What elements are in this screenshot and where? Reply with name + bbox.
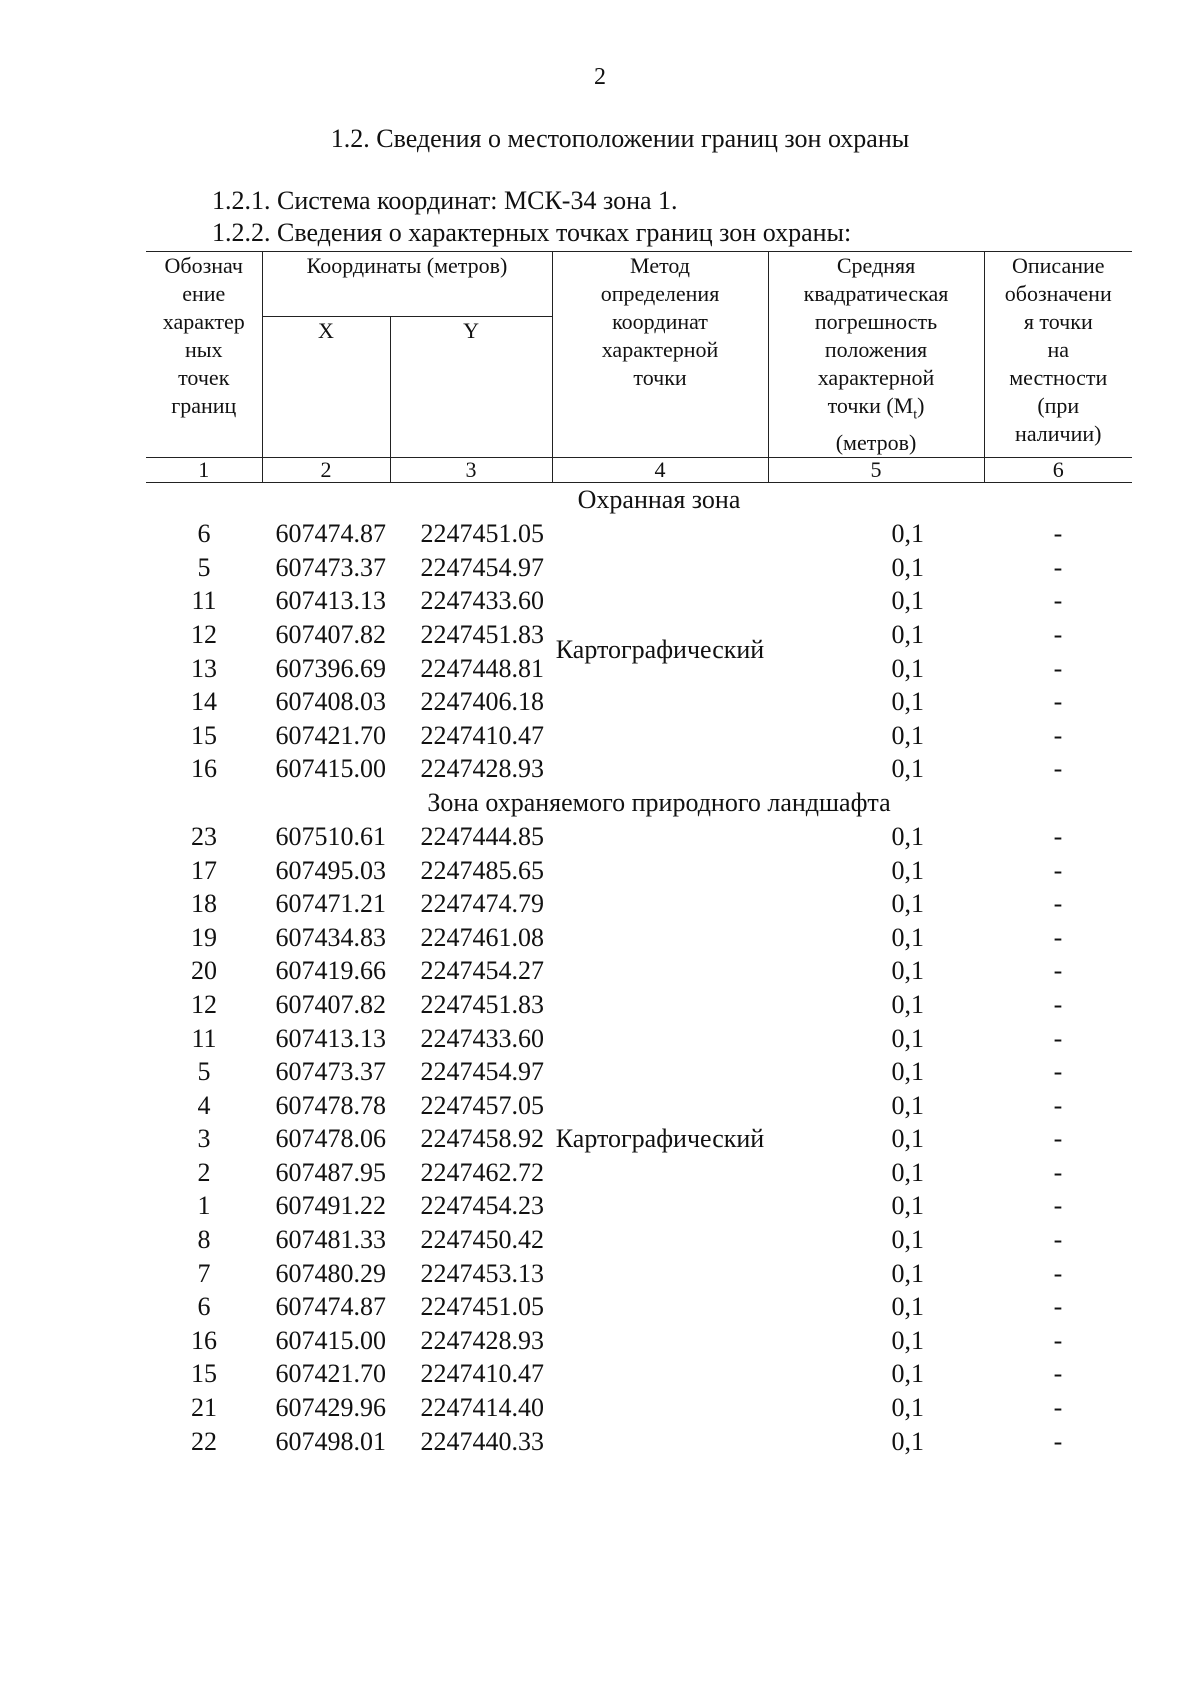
header-description-lines	[985, 252, 1133, 448]
table-row	[146, 517, 1132, 551]
method-cell	[552, 1257, 768, 1291]
table-row	[146, 585, 1132, 619]
method-cell	[552, 1156, 768, 1190]
coord-x: 607407.82	[275, 989, 386, 1019]
header-point-line: ение	[182, 281, 226, 306]
coord-y: 2247406.18	[420, 687, 545, 717]
section-title-row	[146, 483, 1132, 518]
coord-y: 2247440.33	[420, 1426, 545, 1456]
header-coordinates: Координаты (метров)	[262, 252, 552, 317]
coord-x: 607434.83	[275, 922, 386, 952]
coord-y: 2247451.83	[420, 619, 545, 649]
point-description: -	[1053, 1426, 1063, 1456]
point-number: 12	[191, 989, 217, 1019]
coord-x: 607415.00	[275, 754, 386, 784]
header-error-line: t	[913, 407, 918, 423]
method-cell	[552, 517, 768, 551]
point-description: -	[1053, 1325, 1063, 1355]
header-point-line: ных	[184, 337, 223, 362]
table-row	[146, 753, 1132, 787]
point-description: -	[1053, 1191, 1063, 1221]
point-description: -	[1053, 1124, 1063, 1154]
coord-x: 607474.87	[275, 519, 386, 549]
header-description-line: на	[1047, 337, 1070, 362]
method-cell	[552, 719, 768, 753]
mean-error: 0,1	[891, 1023, 925, 1053]
point-description: -	[1053, 552, 1063, 582]
coord-y: 2247448.81	[420, 653, 545, 683]
table-row	[146, 1223, 1132, 1257]
coord-y: 2247410.47	[420, 720, 545, 750]
mean-error: 0,1	[891, 1258, 925, 1288]
table-row	[146, 820, 1132, 854]
method-cell: Картографический	[555, 1124, 765, 1154]
mean-error: 0,1	[891, 922, 925, 952]
table-header	[146, 252, 1132, 483]
mean-error: 0,1	[891, 720, 925, 750]
point-description: -	[1053, 889, 1063, 919]
header-method-lines	[553, 252, 768, 392]
column-number-row	[146, 458, 1132, 483]
point-description: -	[1053, 1157, 1063, 1187]
mean-error: 0,1	[891, 552, 925, 582]
table-body	[146, 483, 1132, 1459]
coord-y: 2247454.23	[420, 1191, 545, 1221]
point-number: 14	[191, 687, 217, 717]
coord-y: 2247485.65	[420, 855, 545, 885]
header-point-line: характер	[162, 309, 245, 334]
header-mean-error	[768, 252, 984, 458]
point-description: -	[1053, 1292, 1063, 1322]
point-number: 23	[191, 821, 217, 851]
mean-error: 0,1	[891, 619, 925, 649]
method-cell	[552, 988, 768, 1022]
point-description: -	[1053, 687, 1063, 717]
point-number: 18	[191, 889, 217, 919]
table-row	[146, 887, 1132, 921]
coord-y: 2247433.60	[420, 586, 545, 616]
zone-title: Охранная зона	[577, 485, 741, 515]
method-cell	[552, 1425, 768, 1459]
point-number: 16	[191, 1325, 217, 1355]
column-number: 3	[390, 458, 552, 483]
coord-x: 607478.78	[275, 1090, 386, 1120]
point-description: -	[1053, 619, 1063, 649]
coord-y: 2247457.05	[420, 1090, 545, 1120]
table-row	[146, 921, 1132, 955]
section-title: 1.2. Сведения о местоположении границ зон охраны	[330, 124, 910, 153]
point-description: -	[1053, 754, 1063, 784]
table-row	[146, 551, 1132, 585]
method-cell	[552, 921, 768, 955]
point-number: 1	[197, 1191, 211, 1221]
coord-y: 2247462.72	[420, 1157, 545, 1187]
method-cell	[552, 1022, 768, 1056]
coord-y: 2247461.08	[420, 922, 545, 952]
table-row	[146, 1089, 1132, 1123]
header-error-line: (метров)	[835, 430, 917, 456]
method-cell	[552, 1089, 768, 1123]
mean-error: 0,1	[891, 1292, 925, 1322]
table-row	[146, 618, 1132, 652]
mean-error: 0,1	[891, 1057, 925, 1087]
point-description: -	[1053, 720, 1063, 750]
coord-x: 607413.13	[275, 1023, 386, 1053]
coord-y: 2247454.97	[420, 1057, 545, 1087]
header-description-line: местности	[1009, 365, 1108, 390]
coord-y: 2247451.05	[420, 519, 545, 549]
header-description-line: я точки	[1023, 309, 1093, 334]
table-row	[146, 854, 1132, 888]
coord-y: 2247450.42	[420, 1225, 545, 1255]
method-cell	[552, 1223, 768, 1257]
header-method	[552, 252, 768, 458]
method-cell	[552, 854, 768, 888]
point-number: 11	[191, 586, 217, 616]
table-row	[146, 1391, 1132, 1425]
point-description: -	[1053, 653, 1063, 683]
mean-error: 0,1	[891, 889, 925, 919]
coord-y: 2247428.93	[420, 754, 545, 784]
mean-error: 0,1	[891, 989, 925, 1019]
point-number: 6	[197, 1292, 211, 1322]
header-point-line: Обознач	[164, 253, 243, 278]
point-description: -	[1053, 922, 1063, 952]
mean-error: 0,1	[891, 586, 925, 616]
table-row	[146, 1290, 1132, 1324]
header-description-line: (при	[1037, 393, 1080, 418]
header-description-line: наличии)	[1015, 421, 1102, 446]
table-row	[146, 1257, 1132, 1291]
table-row	[146, 719, 1132, 753]
point-description: -	[1053, 1225, 1063, 1255]
coord-y: 2247453.13	[420, 1258, 545, 1288]
point-number: 15	[191, 720, 217, 750]
coord-x: 607480.29	[275, 1258, 386, 1288]
point-number: 17	[191, 855, 217, 885]
method-cell	[552, 1290, 768, 1324]
point-number: 7	[197, 1258, 211, 1288]
table-row	[146, 1122, 1132, 1156]
point-description: -	[1053, 821, 1063, 851]
header-method-line: характерной	[601, 337, 719, 362]
header-error-lines	[769, 252, 984, 457]
point-description: -	[1053, 1359, 1063, 1389]
mean-error: 0,1	[891, 1191, 925, 1221]
method-cell	[552, 1324, 768, 1358]
coord-y: 2247444.85	[420, 821, 545, 851]
point-description: -	[1053, 1258, 1063, 1288]
page-number: 2	[594, 64, 606, 90]
header-point-designation	[146, 252, 262, 458]
mean-error: 0,1	[891, 1426, 925, 1456]
mean-error: 0,1	[891, 1359, 925, 1389]
method-cell	[552, 1391, 768, 1425]
header-description-line: обозначени	[1004, 281, 1112, 306]
header-point-lines	[146, 252, 262, 420]
point-number: 15	[191, 1359, 217, 1389]
header-point-line: точек	[178, 365, 230, 390]
point-description: -	[1053, 855, 1063, 885]
point-description: -	[1053, 586, 1063, 616]
coord-x: 607474.87	[275, 1292, 386, 1322]
point-description: -	[1053, 1057, 1063, 1087]
coord-x: 607413.13	[275, 586, 386, 616]
points-heading-line: 1.2.2. Сведения о характерных точках границ зон охраны:	[212, 218, 852, 247]
coord-x: 607481.33	[275, 1225, 386, 1255]
point-description: -	[1053, 1393, 1063, 1423]
column-number: 4	[552, 458, 768, 483]
mean-error: 0,1	[891, 1090, 925, 1120]
coord-x: 607415.00	[275, 1325, 386, 1355]
point-description: -	[1053, 956, 1063, 986]
coord-x: 607495.03	[275, 855, 386, 885]
coordinate-system-line: 1.2.1. Система координат: МСК-34 зона 1.	[212, 186, 678, 215]
header-error-line: Средняя	[836, 253, 916, 278]
column-number: 2	[262, 458, 390, 483]
coord-x: 607487.95	[275, 1157, 386, 1187]
coord-y: 2247451.83	[420, 989, 545, 1019]
point-number: 6	[197, 519, 211, 549]
mean-error: 0,1	[891, 1393, 925, 1423]
coord-y: 2247414.40	[420, 1393, 545, 1423]
table-row	[146, 1190, 1132, 1224]
coord-y: 2247458.92	[420, 1124, 545, 1154]
point-number: 3	[197, 1124, 211, 1154]
table-row	[146, 1425, 1132, 1459]
coord-y: 2247451.05	[420, 1292, 545, 1322]
point-number: 16	[191, 754, 217, 784]
header-method-line: Метод	[630, 253, 690, 278]
column-number: 6	[984, 458, 1132, 483]
header-y: Y	[390, 317, 552, 458]
section-title-row	[146, 786, 1132, 820]
method-cell	[552, 955, 768, 989]
point-description: -	[1053, 1023, 1063, 1053]
point-number: 11	[191, 1023, 217, 1053]
header-method-line: определения	[600, 281, 720, 306]
point-description: -	[1053, 1090, 1063, 1120]
coord-x: 607421.70	[275, 720, 386, 750]
point-number: 5	[197, 1057, 211, 1087]
mean-error: 0,1	[891, 1225, 925, 1255]
table-row	[146, 1022, 1132, 1056]
table-row	[146, 1324, 1132, 1358]
table-row	[146, 1156, 1132, 1190]
method-cell: Картографический	[555, 634, 765, 664]
mean-error: 0,1	[891, 821, 925, 851]
header-point-line: границ	[171, 393, 237, 418]
method-cell	[552, 1055, 768, 1089]
header-error-line: погрешность	[814, 309, 938, 334]
header-error-line: )	[917, 393, 925, 418]
coord-x: 607498.01	[275, 1426, 386, 1456]
coord-x: 607419.66	[275, 956, 386, 986]
header-error-line: характерной	[817, 365, 935, 390]
mean-error: 0,1	[891, 1157, 925, 1187]
mean-error: 0,1	[891, 956, 925, 986]
coord-y: 2247428.93	[420, 1325, 545, 1355]
coord-x: 607510.61	[275, 821, 386, 851]
method-cell	[552, 585, 768, 619]
table-row	[146, 1055, 1132, 1089]
table-row	[146, 988, 1132, 1022]
header-method-line: координат	[612, 309, 708, 334]
column-number: 5	[768, 458, 984, 483]
header-error-line: точки (M	[827, 393, 914, 418]
coord-y: 2247454.27	[420, 956, 545, 986]
header-description-line: Описание	[1011, 253, 1105, 278]
header-description	[984, 252, 1132, 458]
point-number: 4	[197, 1090, 211, 1120]
point-description: -	[1053, 519, 1063, 549]
boundary-points-table	[146, 251, 1132, 1458]
mean-error: 0,1	[891, 653, 925, 683]
mean-error: 0,1	[891, 754, 925, 784]
mean-error: 0,1	[891, 855, 925, 885]
coord-x: 607473.37	[275, 552, 386, 582]
point-number: 8	[197, 1225, 211, 1255]
point-number: 19	[191, 922, 217, 952]
point-number: 13	[191, 653, 217, 683]
point-number: 5	[197, 552, 211, 582]
point-number: 12	[191, 619, 217, 649]
method-cell	[552, 753, 768, 787]
method-cell	[552, 551, 768, 585]
header-error-line: квадратическая	[803, 281, 949, 306]
header-method-line: точки	[633, 365, 687, 390]
mean-error: 0,1	[891, 687, 925, 717]
coord-x: 607408.03	[275, 687, 386, 717]
coord-x: 607407.82	[275, 619, 386, 649]
coord-x: 607491.22	[275, 1191, 386, 1221]
method-cell	[552, 1190, 768, 1224]
zone-title: Зона охраняемого природного ландшафта	[427, 788, 891, 818]
point-number: 22	[191, 1426, 217, 1456]
point-number: 20	[191, 956, 217, 986]
mean-error: 0,1	[891, 1124, 925, 1154]
point-number: 2	[197, 1157, 211, 1187]
coord-y: 2247433.60	[420, 1023, 545, 1053]
coord-x: 607421.70	[275, 1359, 386, 1389]
coord-y: 2247454.97	[420, 552, 545, 582]
coord-x: 607396.69	[275, 653, 386, 683]
coord-x: 607429.96	[275, 1393, 386, 1423]
mean-error: 0,1	[891, 1325, 925, 1355]
column-number: 1	[146, 458, 262, 483]
header-error-line: положения	[824, 337, 928, 362]
table-row	[146, 685, 1132, 719]
method-cell	[552, 887, 768, 921]
coord-x: 607478.06	[275, 1124, 386, 1154]
table-row	[146, 955, 1132, 989]
point-description: -	[1053, 989, 1063, 1019]
header-x: X	[262, 317, 390, 458]
coord-x: 607473.37	[275, 1057, 386, 1087]
coord-x: 607471.21	[275, 889, 386, 919]
method-cell	[552, 685, 768, 719]
table-row	[146, 1358, 1132, 1392]
point-number: 21	[191, 1393, 217, 1423]
coord-y: 2247474.79	[420, 889, 545, 919]
coord-y: 2247410.47	[420, 1359, 545, 1389]
method-cell	[552, 820, 768, 854]
mean-error: 0,1	[891, 519, 925, 549]
method-cell	[552, 1358, 768, 1392]
